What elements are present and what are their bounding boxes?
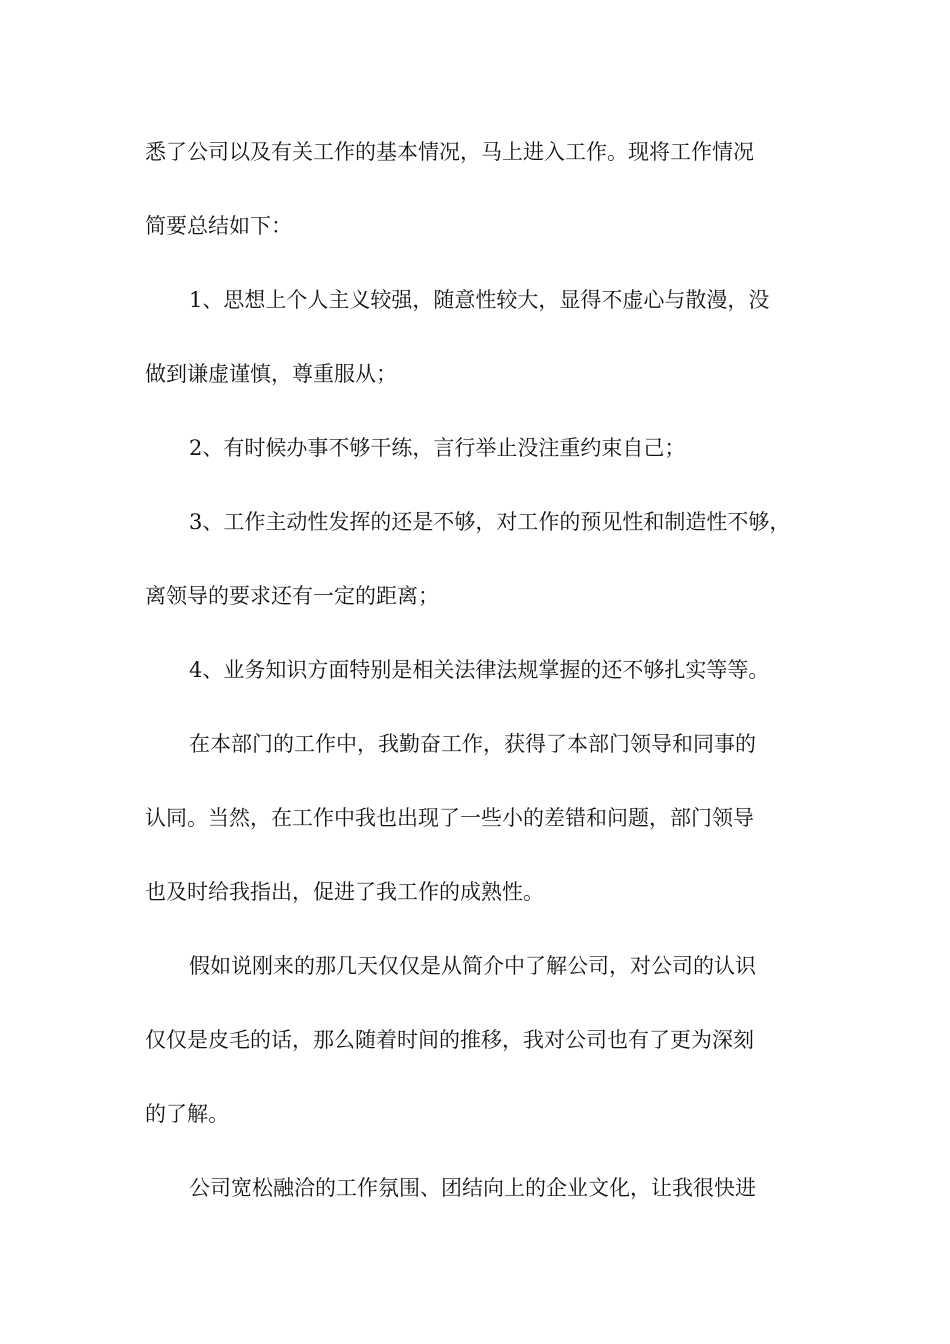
text-line: 在本部门的工作中，我勤奋工作，获得了本部门领导和同事的 <box>189 732 756 756</box>
text-line: 2、有时候办事不够干练，言行举止没注重约束自己； <box>189 436 686 460</box>
text-line: 假如说刚来的那几天仅仅是从简介中了解公司，对公司的认识 <box>189 954 756 978</box>
text-line: 4、业务知识方面特别是相关法律法规掌握的还不够扎实等等。 <box>189 658 770 682</box>
text-line: 仅仅是皮毛的话，那么随着时间的推移，我对公司也有了更为深刻 <box>145 1028 754 1052</box>
text-line: 做到谦虚谨慎，尊重服从； <box>145 362 397 386</box>
text-line: 公司宽松融洽的工作氛围、团结向上的企业文化，让我很快进 <box>189 1176 756 1200</box>
text-line: 认同。当然，在工作中我也出现了一些小的差错和问题，部门领导 <box>145 806 754 830</box>
text-line: 1、思想上个人主义较强，随意性较大，显得不虚心与散漫，没 <box>189 288 770 312</box>
text-line: 也及时给我指出，促进了我工作的成熟性。 <box>145 880 544 904</box>
text-line: 离领导的要求还有一定的距离； <box>145 584 439 608</box>
text-line: 简要总结如下： <box>145 214 292 238</box>
text-line: 悉了公司以及有关工作的基本情况，马上进入工作。现将工作情况 <box>145 140 754 164</box>
text-line: 3、工作主动性发挥的还是不够，对工作的预见性和制造性不够， <box>189 510 791 534</box>
document-body <box>145 134 825 1244</box>
text-line: 的了解。 <box>145 1102 229 1126</box>
